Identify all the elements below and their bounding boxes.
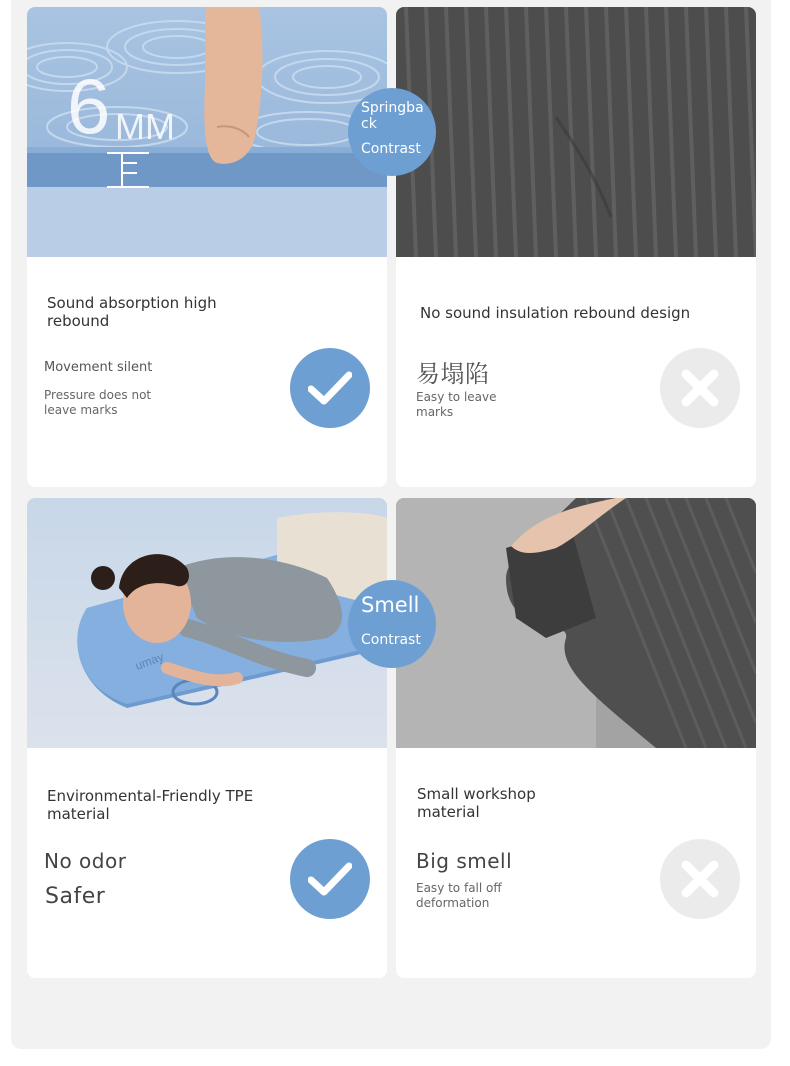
photo-grey-mat-hand (396, 498, 756, 748)
card-line2: Safer (45, 884, 106, 909)
photo-blue-mat-thickness (27, 7, 387, 257)
badge-line2: Contrast (361, 141, 421, 157)
card-good-rebound (27, 7, 387, 487)
card-title: Small workshop material (417, 785, 536, 821)
check-icon (290, 839, 370, 919)
cross-icon (660, 348, 740, 428)
blue-mat-image (27, 7, 387, 257)
grey-mat-image (396, 7, 756, 257)
photo-woman-on-mat (27, 498, 387, 748)
badge-line1: Smell (361, 593, 420, 617)
card-line1: Big smell (416, 849, 513, 873)
photo-grey-mat-texture (396, 7, 756, 257)
card-line1: Movement silent (44, 360, 153, 375)
card-line2: Easy to fall off deformation (416, 881, 502, 910)
badge-line1: Springba ck (361, 100, 424, 132)
card-title: Sound absorption high rebound (47, 294, 217, 330)
card-line2: Pressure does not leave marks (44, 388, 152, 417)
thickness-digit: 6 (67, 62, 111, 150)
card-title: No sound insulation rebound design (420, 304, 691, 322)
woman-on-mat-image (27, 498, 387, 748)
card-text-good-smell (27, 748, 387, 978)
grey-mat-hand-image (396, 498, 756, 748)
card-text-bad-smell (396, 748, 756, 978)
cross-icon (660, 839, 740, 919)
badge-line2: Contrast (361, 632, 421, 648)
card-title: Environmental-Friendly TPE material (47, 787, 254, 823)
mat-brand-label: umay (133, 649, 166, 673)
card-bad-rebound (396, 7, 756, 487)
card-line2: Easy to leave marks (416, 390, 497, 419)
smell-contrast-badge (348, 580, 436, 668)
card-line1: 易塌陷 (416, 360, 490, 388)
thickness-unit: MM (115, 106, 175, 147)
check-icon (290, 348, 370, 428)
springback-contrast-badge (348, 88, 436, 176)
card-text-bad-rebound (396, 257, 756, 487)
card-line1: No odor (44, 849, 127, 873)
card-good-smell (27, 498, 387, 978)
card-bad-smell (396, 498, 756, 978)
card-text-good-rebound (27, 257, 387, 487)
